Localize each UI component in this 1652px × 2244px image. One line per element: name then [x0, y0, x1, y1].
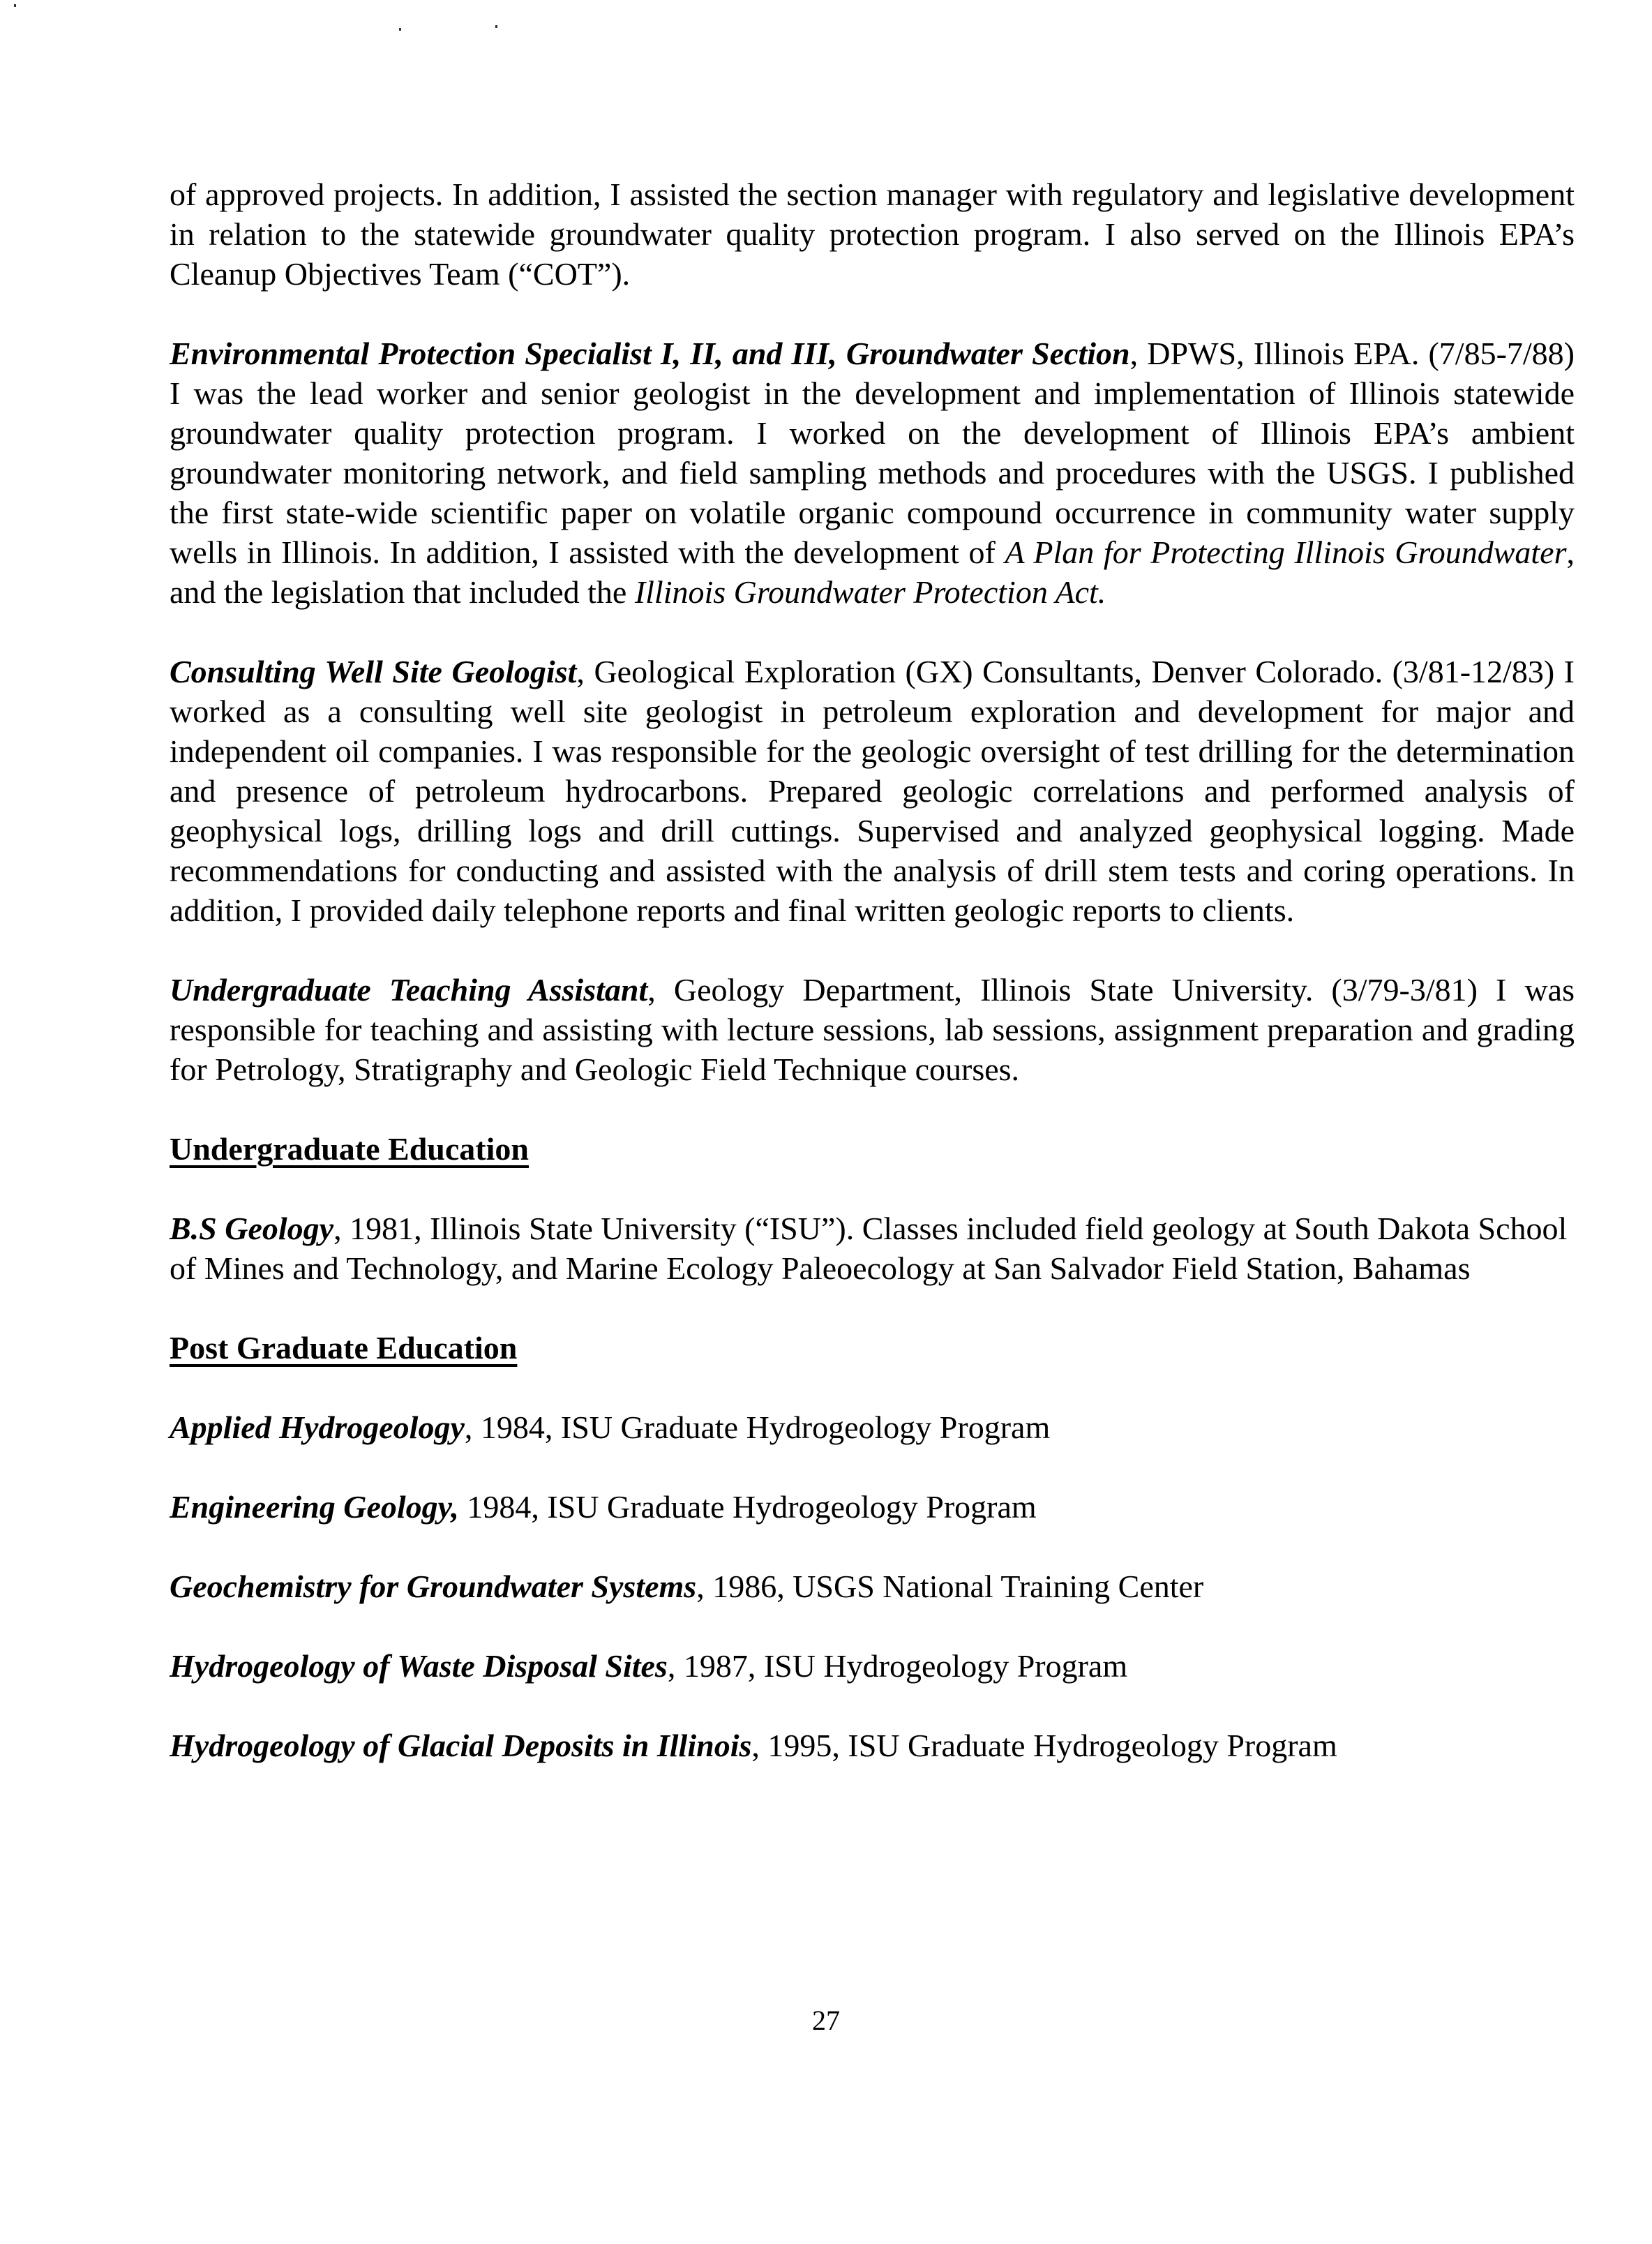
course-item [170, 1566, 1575, 1606]
post-graduate-education-heading: Post Graduate Education [170, 1330, 518, 1366]
publication-title: A Plan for Protecting Illinois Groundwater [1005, 534, 1567, 570]
scan-speck [399, 28, 401, 31]
degree-title: B.S Geology [170, 1211, 334, 1246]
page-number: 27 [812, 2005, 840, 2036]
course-detail: 1984, ISU Graduate Hydrogeology Program [458, 1489, 1037, 1525]
course-title: Engineering Geology, [170, 1489, 459, 1525]
degree-body: , 1981, Illinois State University (“ISU”). Classes included field geology at South Dakota School of Mines and Technology, and Marine Ecology Paleoecology at San Salvador Field Station, Bahamas [170, 1211, 1568, 1286]
position-body: , DPWS, Illinois EPA. (7/85-7/88) I was the lead worker and senior geologist in the development and implementation of Illinois statewide groundwater quality protection program. I worked on the development of Illinois EPA’s ambient groundwater monitoring network, and field sampling methods and procedures with the USGS. I published the first state-wide scientific paper on volatile organic compound occurrence in community water supply wells in Illinois. In addition, I assisted with the development of [170, 336, 1575, 570]
course-item [170, 1726, 1575, 1765]
undergraduate-education-heading: Undergraduate Education [170, 1131, 529, 1167]
position-title: Undergraduate Teaching Assistant [170, 972, 648, 1008]
course-title: Hydrogeology of Glacial Deposits in Illinois [170, 1728, 752, 1763]
position-gx [170, 652, 1575, 930]
course-item [170, 1487, 1575, 1527]
scan-speck [14, 4, 16, 7]
course-title: Applied Hydrogeology [170, 1409, 465, 1445]
course-detail: , 1986, USGS National Training Center [696, 1569, 1204, 1604]
course-detail: , 1995, ISU Graduate Hydrogeology Program [751, 1728, 1337, 1763]
scan-speck [495, 25, 497, 28]
course-title: Geochemistry for Groundwater Systems [170, 1569, 697, 1604]
act-title: Illinois Groundwater Protection Act. [634, 574, 1106, 610]
position-body: , Geological Exploration (GX) Consultants, Denver Colorado. (3/81-12/83) I worked as a consulting well site geologist in petroleum exploration and development for major and independent oil companies. I was responsible for the geologic oversight of test drilling for the determination and presence of petroleum hydrocarbons. Prepared geologic correlations and performed analysis of geophysical logs, drilling logs and drill cuttings. Supervised and analyzed geophysical logging. Made recommendations for conducting and assisted with the analysis of drill stem tests and coring operations. In addition, I provided daily telephone reports and final written geologic reports to clients. [170, 654, 1575, 928]
course-item [170, 1646, 1575, 1686]
position-isu-ta [170, 970, 1575, 1089]
position-title: Consulting Well Site Geologist [170, 654, 577, 689]
intro-text: of approved projects. In addition, I assisted the section manager with regulatory and legislative development in relation to the statewide groundwater quality protection program. I also served on the Illinois EPA’s Cleanup Objectives Team (“COT”). [170, 177, 1575, 292]
document-page [170, 174, 1575, 1805]
course-detail: , 1987, ISU Hydrogeology Program [667, 1648, 1128, 1684]
position-epa [170, 334, 1575, 612]
position-title: Environmental Protection Specialist I, II, and III, Groundwater Section [170, 336, 1130, 371]
position-body-continued: , and the legislation that included the [170, 534, 1575, 610]
intro-paragraph [170, 174, 1575, 294]
course-detail: , 1984, ISU Graduate Hydrogeology Program [464, 1409, 1051, 1445]
course-title: Hydrogeology of Waste Disposal Sites [170, 1648, 668, 1684]
position-body: , Geology Department, Illinois State University. (3/79-3/81) I was responsible for teaching and assisting with lecture sessions, lab sessions, assignment preparation and grading for Petrology, Stratigraphy and Geologic Field Technique courses. [170, 972, 1575, 1087]
course-item [170, 1407, 1575, 1447]
undergraduate-degree [170, 1209, 1575, 1288]
